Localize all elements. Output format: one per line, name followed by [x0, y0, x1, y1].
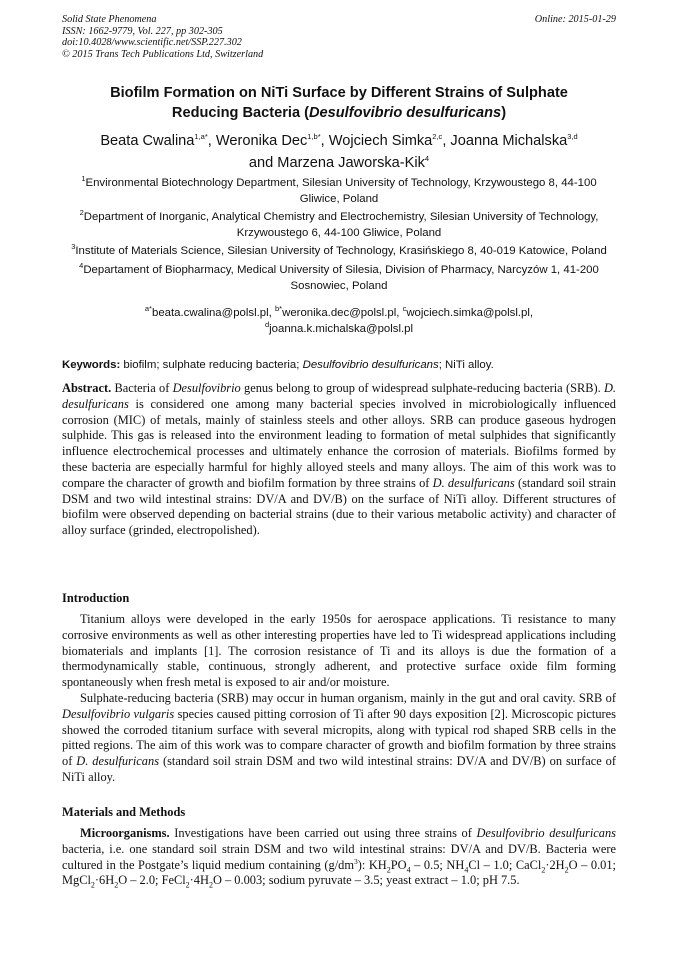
abstract-label: Abstract.	[62, 381, 112, 395]
email-1[interactable]: $^{a*}$beata.cwalina@polsl.pl,	[144, 304, 275, 319]
title-suffix: )	[501, 105, 507, 121]
intro-paragraph-1: Titanium alloys were developed in the early 1950s for aerospace applications. Ti resistance to many corrosive environments as well as other interesting properties have led to Ti widespread applications including biomaterials and implants [1]. The corrosion resistance of Ti and its alloys is due the formation of a thermodynamically stable, continuous, strongly adherent, and protective surface oxide film forming spontaneously when fresh metal is exposed to air and/or moisture.	[62, 612, 616, 690]
abstract: Abstract. Bacteria of Desulfovibrio genus belong to group of widespread sulphate-reducing bacteria (SRB). D. desulfuricans is considered one among many bacterial species involved in microbiologically influenced corrosion (MIC) of metals, mainly of stainless steels and other alloys. SRB can produce gaseous hydrogen sulphide. This gas is released into the environment leading to formation of metal sulphides that significantly influence electrochemical processes and ultimately enhance the corrosion of materials. Biofilms formed by these bacteria are especially harmful for highly alloyed steels and many alloys. The aim of this work was to compare the character of growth and biofilm formation by three strains of D. desulfuricans (standard soil strain DSM and two wild intestinal strains: DV/A and DV/B) on the surface of NiTi alloy. Different structures of biofilm were observed depending on bacterial strains (due to their various metabolic activity) and character of alloy surface (grinded, electropolished).	[62, 381, 617, 538]
microorganisms-label: Microorganisms.	[80, 826, 170, 840]
methods-paragraph-1: Microorganisms. Investigations have been carried out using three strains of Desulfovibrio desulfuricans bacteria, i.e. one standard soil strain DSM and two wild intestinal strains: DV/A and DV/B. Bacteria were cultured in the Postgate’s liquid medium containing $(g/dm^3)$: $KH_2PO_4 - 0.5$; $NH_4Cl - 1.0$; $CaCl_2\cdot 2H_2O - 0.01$; $MgCl_2\cdot 6H_2O - 2.0$; $FeCl_2\cdot 4H_2O - 0.003$; sodium pyruvate – 3.5; yeast extract – 1.0; pH 7.5.	[62, 826, 617, 890]
keywords-label: Keywords:	[62, 359, 121, 371]
journal-name: Solid State Phenomena	[62, 14, 157, 25]
author-1: Beata Cwalina$^{1,a*}$,	[100, 132, 216, 149]
title-species: Desulfovibrio desulfuricans	[308, 105, 502, 121]
email-2[interactable]: $^{b*}$weronika.dec@polsl.pl,	[275, 304, 403, 319]
introduction-heading: Introduction	[62, 591, 130, 605]
doi-line: doi:10.4028/www.scientific.net/SSP.227.302	[62, 37, 242, 49]
author-list	[62, 130, 616, 174]
introduction-body	[62, 612, 616, 786]
affiliation-2: $^2$Department of Inorganic, Analytical Chemistry and Electrochemistry, Silesian University of Technology, Krzywoustego 6, 44-100 Gliwice, Poland	[79, 208, 599, 239]
copyright-line: © 2015 Trans Tech Publications Ltd, Switzerland	[62, 48, 264, 60]
author-4: Joanna Michalska$^{3,d}$	[450, 132, 578, 149]
email-4[interactable]: $^d$joanna.k.michalska@polsl.pl	[264, 319, 414, 335]
journal-header	[62, 14, 263, 60]
affiliation-3: $^3$Institute of Materials Science, Silesian University of Technology, Krasińskiego 8, 40-019 Katowice, Poland	[71, 242, 607, 258]
intro-paragraph-2: Sulphate-reducing bacteria (SRB) may occur in human organism, mainly in the gut and oral cavity. SRB of Desulfovibrio vulgaris species caused pitting corrosion of Ti after 90 days exposition [2]. Microscopic pictures showed the corroded titanium surface with several micropits, along with typical rod shaped SRB cells in the pitted regions. The aim of this work was to compare character of growth and biofilm formation by three strains of D. desulfuricans (standard soil strain DSM and two wild intestinal strains: DV/A and DV/B) on surface of NiTi alloy.	[62, 690, 616, 784]
title-prefix: Reducing Bacteria (	[171, 105, 309, 121]
issn-line: ISSN: 1662-9779, Vol. 227, pp 302-305	[62, 25, 223, 37]
affiliation-1: $^1$Environmental Biotechnology Department, Silesian University of Technology, Krzywoustego 8, 44-100 Gliwice, Poland	[81, 174, 597, 205]
title-line-1: Biofilm Formation on NiTi Surface by Different Strains of Sulphate	[110, 85, 568, 101]
title-line-2	[62, 103, 616, 123]
methods-body	[62, 826, 616, 889]
keywords: Keywords: biofilm; sulphate reducing bacteria; Desulfovibrio desulfuricans; NiTi alloy.	[62, 359, 494, 371]
email-list	[62, 306, 616, 337]
methods-heading: Materials and Methods	[62, 805, 186, 819]
paper-title	[62, 83, 616, 123]
author-3: Wojciech Simka$^{2,c}$,	[328, 132, 451, 149]
online-date: Online: 2015-01-29	[534, 14, 616, 25]
affiliations	[62, 176, 616, 297]
email-3[interactable]: $^c$wojciech.simka@polsl.pl,	[402, 304, 534, 319]
author-5: and Marzena Jaworska-Kik$^4$	[248, 154, 430, 171]
affiliation-4: $^4$Departament of Biopharmacy, Medical University of Silesia, Division of Pharmacy, Narcyzów 1, 41-200 Sosnowiec, Poland	[79, 261, 599, 292]
author-2: Weronika Dec$^{1,b*}$,	[215, 132, 329, 149]
